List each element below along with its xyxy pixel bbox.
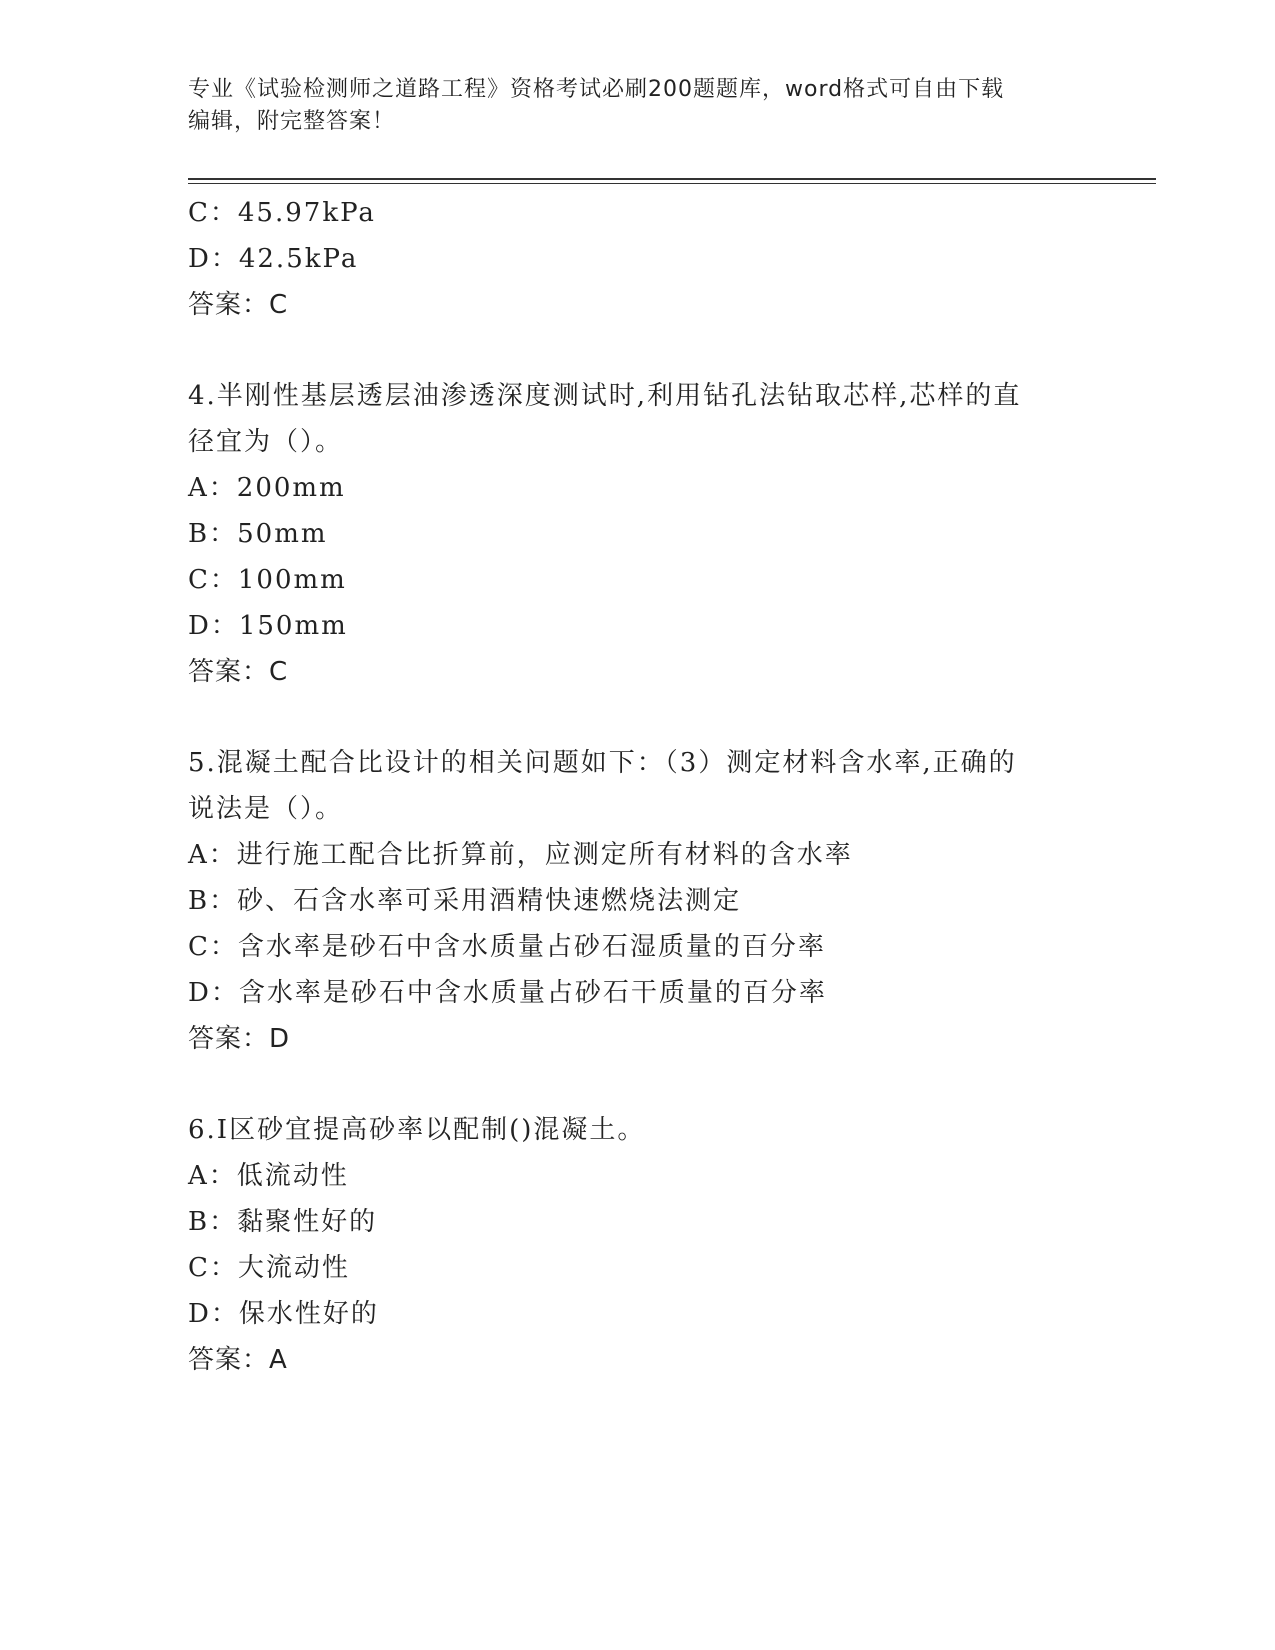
- option-c: C：100mm: [188, 565, 347, 595]
- option-a: A：200mm: [188, 473, 346, 503]
- option-b: B：砂、石含水率可采用酒精快速燃烧法测定: [188, 886, 742, 916]
- answer-label: 答案：C: [188, 657, 289, 687]
- option-d: D：保水性好的: [188, 1299, 379, 1329]
- question-text-line-2: 说法是（）。: [188, 794, 344, 824]
- option-d: D：含水率是砂石中含水质量占砂石干质量的百分率: [188, 978, 827, 1008]
- option-b: B：50mm: [188, 519, 328, 549]
- answer-label: 答案：C: [188, 290, 289, 320]
- option-b: B：黏聚性好的: [188, 1207, 378, 1237]
- document-header: [188, 74, 1068, 138]
- question-list: [188, 190, 1088, 1383]
- option-a: A：低流动性: [188, 1161, 349, 1191]
- question-text-line-2: 径宜为（）。: [188, 427, 344, 457]
- answer-label: 答案：A: [188, 1345, 288, 1375]
- option-d: D：150mm: [188, 611, 348, 641]
- option-c: C：大流动性: [188, 1253, 350, 1283]
- option-c: C：45.97kPa: [188, 198, 376, 228]
- question-6: [188, 1107, 1088, 1383]
- question-text-line-1: 6.I区砂宜提高砂率以配制()混凝土。: [188, 1115, 646, 1145]
- header-line-2: 编辑，附完整答案！: [188, 109, 396, 134]
- question-5: [188, 740, 1088, 1062]
- header-line-1: 专业《试验检测师之道路工程》资格考试必刷200题题库，word格式可自由下载: [188, 77, 1005, 102]
- question-text-line-1: 4.半刚性基层透层油渗透深度测试时,利用钻孔法钻取芯样,芯样的直: [188, 381, 1022, 411]
- option-c: C：含水率是砂石中含水质量占砂石湿质量的百分率: [188, 932, 826, 962]
- header-divider-thin: [188, 183, 1156, 184]
- question-3-tail: [188, 190, 1088, 328]
- header-divider-thick: [188, 178, 1156, 180]
- question-text-line-1: 5.混凝土配合比设计的相关问题如下：（3）测定材料含水率,正确的: [188, 748, 1017, 778]
- question-4: [188, 373, 1088, 695]
- option-a: A：进行施工配合比折算前，应测定所有材料的含水率: [188, 840, 853, 870]
- option-d: D：42.5kPa: [188, 244, 359, 274]
- answer-label: 答案：D: [188, 1024, 291, 1054]
